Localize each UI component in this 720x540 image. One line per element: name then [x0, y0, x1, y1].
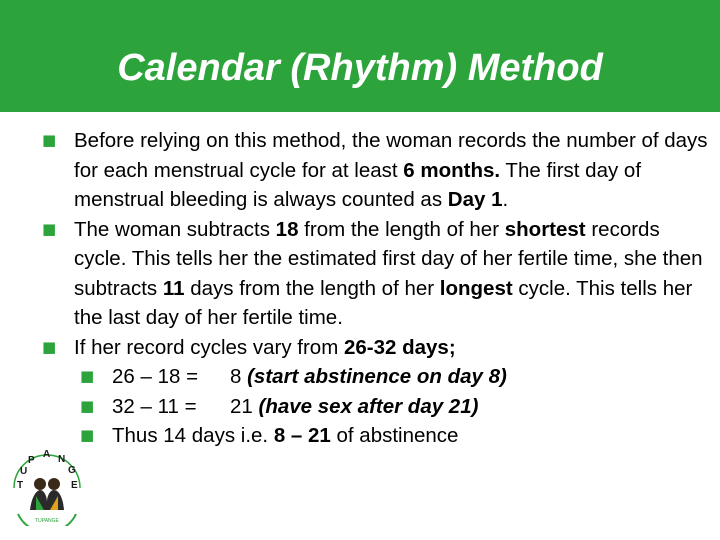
logo-letter: A	[43, 449, 51, 460]
sub-bullet-item	[78, 392, 708, 422]
bold-run: 11	[162, 276, 185, 300]
text-run: The woman subtracts	[74, 217, 276, 241]
sub-bullet-text	[112, 421, 708, 451]
bold-run: longest	[439, 276, 513, 300]
sub-bullet-item	[78, 362, 708, 392]
bullet-text	[74, 126, 708, 215]
sub-bullet-text	[112, 362, 708, 392]
logo-letter: G	[68, 465, 76, 476]
text-run: The first day of menstrual bleeding is always counted as	[74, 158, 642, 211]
square-bullet-icon: ■	[80, 426, 95, 444]
logo-letter: P	[28, 455, 35, 466]
slide-content	[40, 126, 708, 451]
sub-bullet-text	[112, 392, 708, 422]
slide-title: Calendar (Rhythm) Method	[117, 47, 603, 89]
tupange-logo-icon	[6, 444, 88, 526]
text-run: Before relying on this method, the woman records the number of days for each menstrual cycle for at least	[74, 129, 708, 182]
logo-letter: U	[20, 466, 28, 477]
logo-letter: T	[17, 480, 24, 491]
bold-run: 26-32 days;	[343, 335, 456, 359]
bold-run: Day 1	[447, 188, 503, 211]
equation-result: 21	[230, 394, 253, 418]
square-bullet-icon: ■	[42, 337, 57, 356]
logo-subtext: TUPANGE	[35, 518, 59, 524]
text-run: days from the length of her	[184, 276, 440, 300]
bold-run: 8 – 21	[273, 424, 331, 447]
square-bullet-icon: ■	[80, 367, 95, 385]
equation-note: (have sex after day 21)	[258, 394, 479, 418]
bullet-text	[74, 215, 708, 333]
bullet-item	[40, 215, 708, 333]
square-bullet-icon: ■	[80, 396, 95, 415]
sub-bullet-item	[78, 421, 708, 451]
text-run: records cycle. This tells her the estimated first day of her fertile time, she then subtracts	[74, 217, 703, 300]
text-run: of abstinence	[330, 424, 459, 447]
square-bullet-icon: ■	[42, 219, 57, 238]
bold-run: 6 months.	[403, 158, 501, 182]
text-run: Thus 14 days i.e.	[112, 424, 274, 447]
bullet-item	[40, 126, 708, 215]
text-run: cycle. This tells her the last day of her fertile time.	[74, 276, 693, 329]
bold-run: shortest	[504, 217, 586, 241]
logo-letter: E	[71, 480, 78, 491]
text-run: .	[502, 188, 509, 211]
bold-run: 18	[275, 217, 299, 241]
text-run: from the length of her	[298, 217, 505, 241]
equation-expression: 32 – 11 =	[112, 394, 197, 418]
square-bullet-icon: ■	[42, 131, 57, 149]
equation-result: 8	[230, 365, 242, 388]
equation-expression: 26 – 18 =	[112, 365, 199, 388]
equation-note: (start abstinence on day 8)	[247, 365, 507, 388]
logo-letter: N	[58, 454, 66, 465]
text-run: If her record cycles vary from	[74, 335, 344, 359]
bullet-text	[74, 333, 708, 363]
bullet-item	[40, 333, 708, 363]
